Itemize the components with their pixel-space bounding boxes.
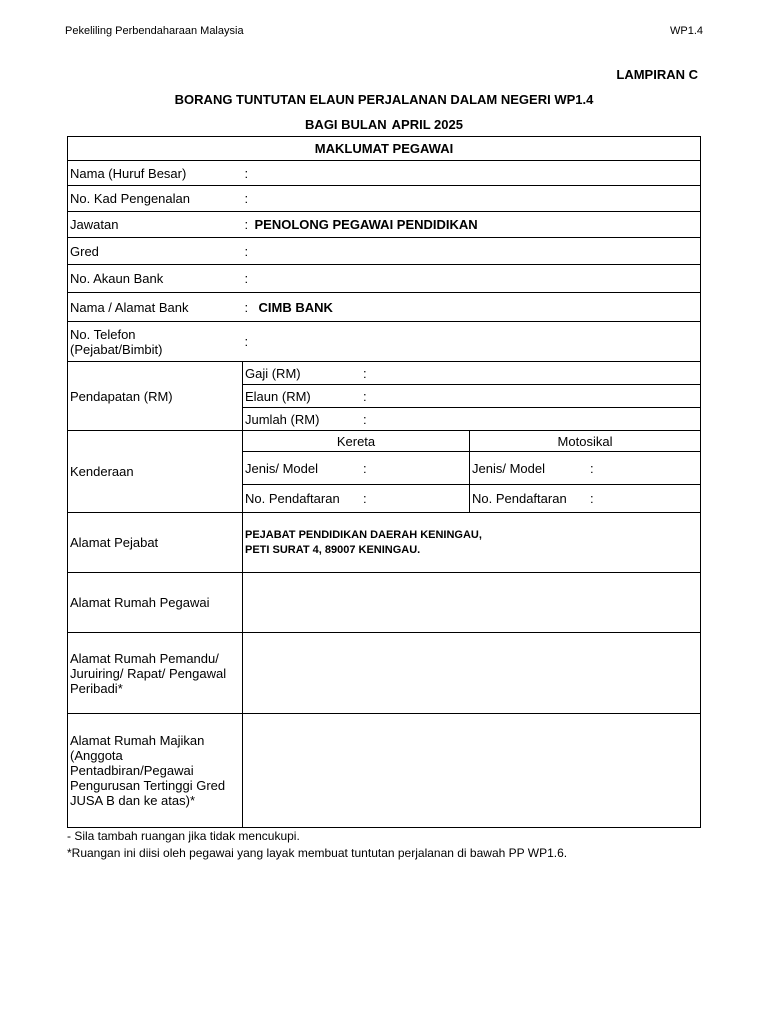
kereta-daftar-field[interactable]: No. Pendaftaran : [243, 485, 470, 513]
header-left: Pekeliling Perbendaharaan Malaysia [65, 25, 244, 37]
form-subtitle [0, 117, 768, 132]
pendapatan-label: Pendapatan (RM) [68, 362, 243, 431]
jawatan-value: PENOLONG PEGAWAI PENDIDIKAN [254, 217, 478, 232]
alamat-pejabat-label: Alamat Pejabat [68, 513, 243, 573]
jumlah-field[interactable]: Jumlah (RM) : [243, 408, 701, 431]
alamat-rumah-field[interactable] [243, 573, 701, 633]
gred-label: Gred [68, 238, 243, 265]
section-title: MAKLUMAT PEGAWAI [68, 137, 701, 161]
nama-label: Nama (Huruf Besar) [68, 161, 243, 186]
alamat-rumah-label: Alamat Rumah Pegawai [68, 573, 243, 633]
telefon-label: No. Telefon (Pejabat/Bimbit) [68, 322, 243, 362]
lampiran-label: LAMPIRAN C [616, 67, 698, 82]
ic-label: No. Kad Pengenalan [68, 186, 243, 212]
alamat-majikan-field[interactable] [243, 714, 701, 828]
note-add-space: - Sila tambah ruangan jika tidak mencukupi. [67, 829, 300, 843]
subtitle-prefix: BAGI BULAN [305, 117, 387, 132]
kereta-header: Kereta [243, 431, 470, 452]
akaun-field[interactable]: : [243, 265, 701, 293]
motosikal-daftar-field[interactable]: No. Pendaftaran : [470, 485, 701, 513]
alamat-pejabat-field[interactable]: PEJABAT PENDIDIKAN DAERAH KENINGAU, PETI SURAT 4, 89007 KENINGAU. [243, 513, 701, 573]
jawatan-field[interactable]: : PENOLONG PEGAWAI PENDIDIKAN [243, 212, 701, 238]
kereta-jenis-field[interactable]: Jenis/ Model : [243, 452, 470, 485]
elaun-field[interactable]: Elaun (RM) : [243, 385, 701, 408]
ic-field[interactable]: : [243, 186, 701, 212]
officer-info-table [67, 136, 701, 828]
bank-field[interactable]: : CIMB BANK [243, 293, 701, 322]
gred-field[interactable]: : [243, 238, 701, 265]
telefon-field[interactable]: : [243, 322, 701, 362]
alamat-pemandu-field[interactable] [243, 633, 701, 714]
header-right: WP1.4 [669, 25, 703, 37]
alamat-majikan-label: Alamat Rumah Majikan (Anggota Pentadbiran/Pegawai Pengurusan Tertinggi Gred JUSA B dan ke atas)* [68, 714, 243, 828]
nama-field[interactable]: : [243, 161, 701, 186]
jawatan-label: Jawatan [68, 212, 243, 238]
akaun-label: No. Akaun Bank [68, 265, 243, 293]
motosikal-jenis-field[interactable]: Jenis/ Model : [470, 452, 701, 485]
bank-label: Nama / Alamat Bank [68, 293, 243, 322]
kenderaan-label: Kenderaan [68, 431, 243, 513]
note-eligibility: *Ruangan ini diisi oleh pegawai yang layak membuat tuntutan perjalanan di bawah PP WP1.6. [67, 846, 568, 860]
alamat-pemandu-label: Alamat Rumah Pemandu/ Juruiring/ Rapat/ Pengawal Peribadi* [68, 633, 243, 714]
form-title: BORANG TUNTUTAN ELAUN PERJALANAN DALAM NEGERI WP1.4 [174, 92, 594, 107]
gaji-field[interactable]: Gaji (RM) : [243, 362, 701, 385]
bank-value: CIMB BANK [258, 299, 333, 315]
motosikal-header: Motosikal [470, 431, 701, 452]
subtitle-month: APRIL 2025 [391, 117, 463, 132]
